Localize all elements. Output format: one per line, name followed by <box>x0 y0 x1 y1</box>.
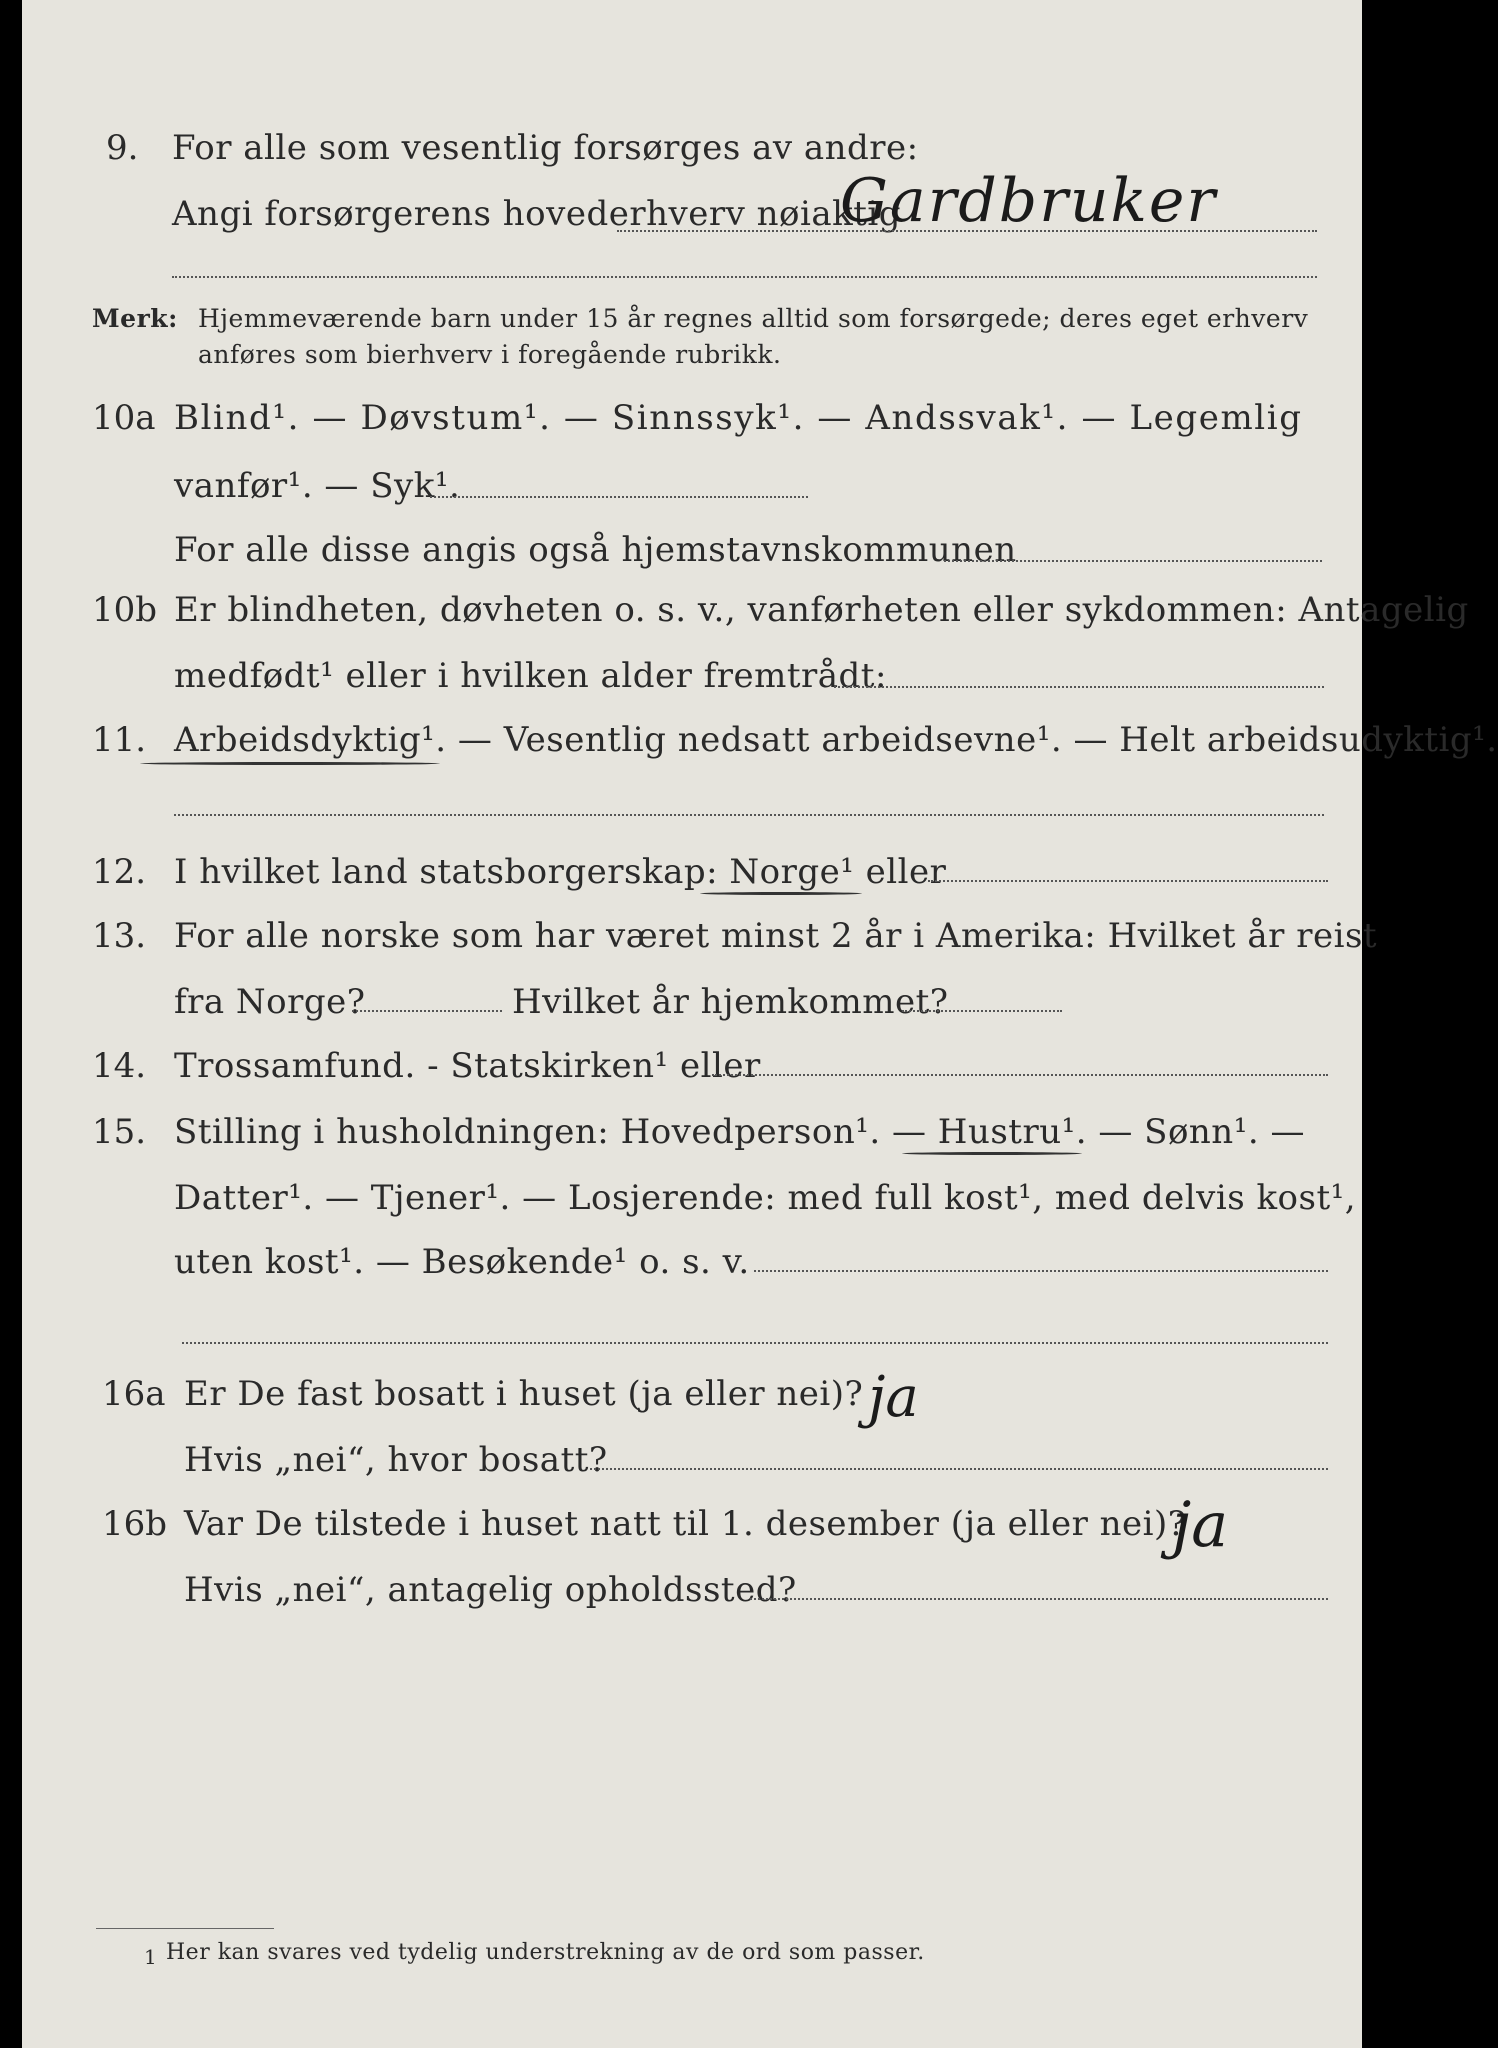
merk-label: Merk: <box>92 304 178 333</box>
q16b-line2: Hvis „nei“, antagelig opholdssted? <box>184 1570 797 1610</box>
q15-extra-line <box>182 1342 1328 1344</box>
q10a-syk-line <box>430 496 808 498</box>
q11-extra-line <box>174 814 1324 816</box>
q15-line2: Datter¹. — Tjener¹. — Losjerende: med full kost¹, med delvis kost¹, <box>174 1178 1357 1218</box>
q10a-line2: vanfør¹. — Syk¹. <box>174 466 461 506</box>
q12-answer-line <box>928 880 1328 882</box>
q13-number: 13. <box>92 916 147 956</box>
q16b-answer-handwritten[interactable]: ja <box>1172 1488 1229 1561</box>
q9-extra-line <box>172 276 1317 278</box>
q13-reist-line <box>352 1010 502 1012</box>
q16a-number: 16a <box>102 1374 166 1414</box>
q9-number: 9. <box>106 128 139 168</box>
q9-line2: Angi forsørgerens hovederhverv nøiaktig <box>172 194 902 234</box>
q10b-answer-line <box>834 686 1324 688</box>
q16a-answer-handwritten[interactable]: ja <box>868 1365 919 1430</box>
q10a-number: 10a <box>92 398 156 438</box>
q16a-line1: Er De fast bosatt i huset (ja eller nei)? <box>184 1374 864 1414</box>
q11-answer-underline[interactable] <box>140 762 440 765</box>
q12-number: 12. <box>92 852 147 892</box>
q9-line1: For alle som vesentlig forsørges av andre: <box>172 128 919 168</box>
q10a-line1: Blind¹. — Døvstum¹. — Sinnssyk¹. — Andssvak¹. — Legemlig <box>174 398 1303 438</box>
census-form-page <box>22 0 1498 2048</box>
q15-number: 15. <box>92 1112 147 1152</box>
q15-answer-line <box>754 1270 1328 1272</box>
footnote-rule <box>96 1928 274 1929</box>
q13-line1: For alle norske som har været minst 2 år i Amerika: Hvilket år reist <box>174 916 1378 956</box>
q15-line1: Stilling i husholdningen: Hovedperson¹. — Hustru¹. — Sønn¹. — <box>174 1112 1305 1152</box>
q12-line1: I hvilket land statsborgerskap: Norge¹ eller <box>174 852 947 892</box>
q14-number: 14. <box>92 1046 147 1086</box>
q16b-number: 16b <box>102 1504 168 1544</box>
q10a-line3: For alle disse angis også hjemstavnskommunen <box>174 530 1017 570</box>
footnote-text: Her kan svares ved tydelig understrekning av de ord som passer. <box>166 1940 925 1965</box>
merk-line1: Hjemmeværende barn under 15 år regnes alltid som forsørgede; deres eget erhverv <box>198 304 1309 333</box>
q16b-line1: Var De tilstede i huset natt til 1. desember (ja eller nei)? <box>184 1504 1187 1544</box>
q12-answer-underline[interactable] <box>700 892 862 895</box>
q13-line2b: Hvilket år hjemkommet? <box>512 982 949 1022</box>
q16a-bosatt-line <box>590 1468 1328 1470</box>
q11-line1: Arbeidsdyktig¹. — Vesentlig nedsatt arbeidsevne¹. — Helt arbeidsudyktig¹. <box>174 720 1498 760</box>
merk-line2: anføres som bierhverv i foregående rubrikk. <box>198 340 782 369</box>
q10a-kommune-line <box>944 560 1322 562</box>
q16a-line2: Hvis „nei“, hvor bosatt? <box>184 1440 608 1480</box>
q13-line2a: fra Norge? <box>174 982 366 1022</box>
q10b-line1: Er blindheten, døvheten o. s. v., vanførheten eller sykdommen: Antagelig <box>174 590 1469 630</box>
q10b-line2: medfødt¹ eller i hvilken alder fremtrådt: <box>174 656 887 696</box>
q14-line1: Trossamfund. - Statskirken¹ eller <box>174 1046 761 1086</box>
footnote-mark: 1 <box>144 1945 158 1969</box>
q15-answer-underline[interactable] <box>902 1152 1082 1155</box>
q16b-opholdssted-line <box>750 1598 1328 1600</box>
q10b-number: 10b <box>92 590 158 630</box>
q13-hjemkommet-line <box>902 1010 1062 1012</box>
q9-answer-handwritten[interactable]: Gardbruker <box>840 166 1218 236</box>
q11-number: 11. <box>92 720 147 760</box>
q14-answer-line <box>712 1074 1328 1076</box>
q15-line3: uten kost¹. — Besøkende¹ o. s. v. <box>174 1242 750 1282</box>
